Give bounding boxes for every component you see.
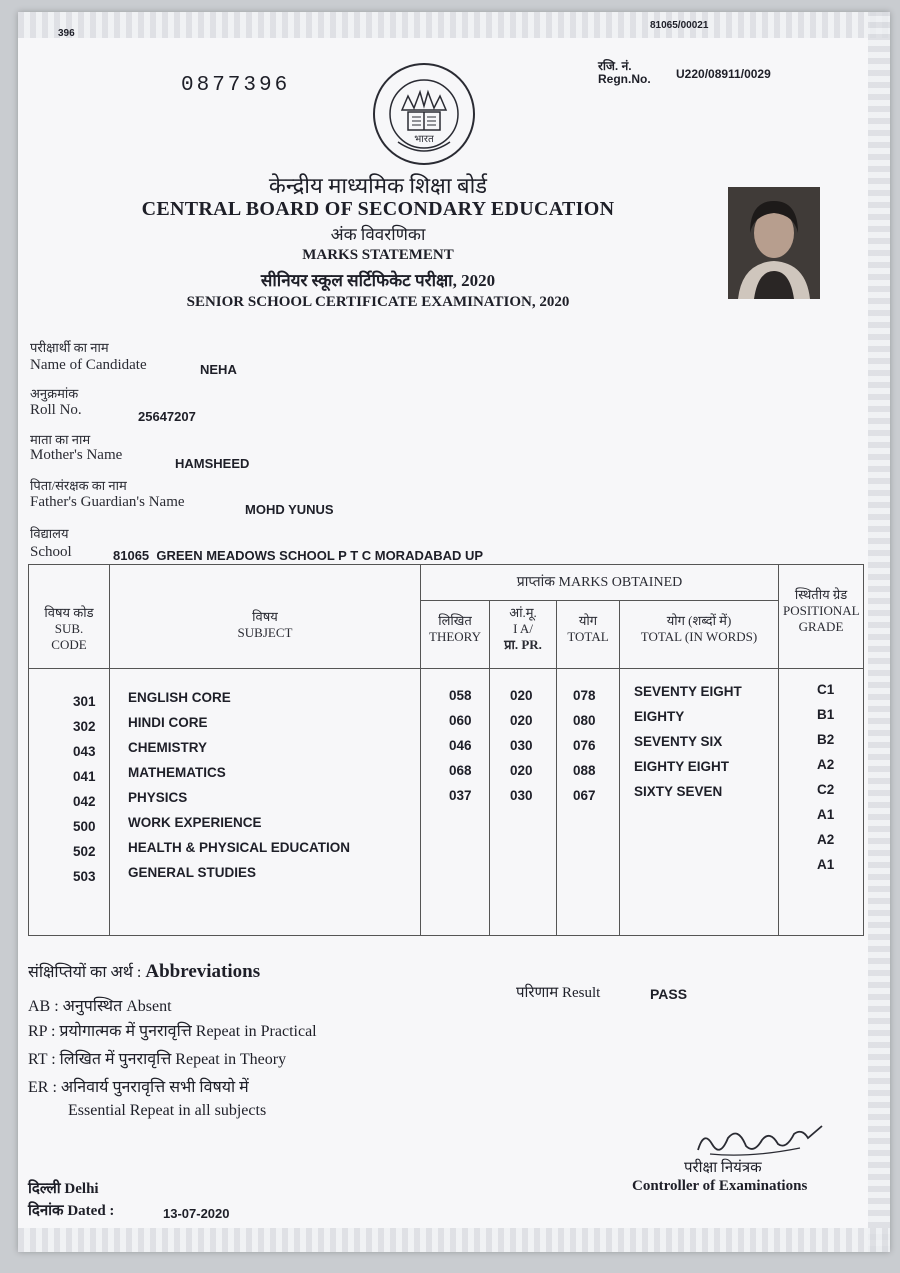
abbr-title-hindi: संक्षिप्तियों का अर्थ : (28, 964, 142, 981)
header-total-words (620, 601, 779, 669)
board-title-hindi: केन्द्रीय माध्यमिक शिक्षा बोर्ड (268, 173, 488, 198)
positional-grade: B2 (817, 732, 835, 747)
codes-column (29, 669, 110, 936)
words-column (620, 669, 779, 936)
abbr-rt: RT : लिखित में पुनरावृत्ति Repeat in Theory (28, 1051, 287, 1068)
controller-title-hindi: परीक्षा नियंत्रक (684, 1160, 762, 1176)
roll-number: 25647207 (138, 409, 196, 424)
candidate-name: NEHA (200, 362, 237, 377)
header-subject-english: SUBJECT (237, 625, 293, 640)
subject-name: WORK EXPERIENCE (128, 815, 262, 830)
result-value: PASS (650, 986, 688, 1002)
subject-name: CHEMISTRY (128, 740, 208, 755)
header-marks-hindi: प्राप्तांक (516, 575, 556, 590)
header-code-hindi: विषय कोड (44, 605, 94, 620)
cbse-emblem-icon (370, 60, 478, 168)
positional-grade: A2 (817, 832, 835, 847)
theory-column (421, 669, 490, 936)
candidate-photo (728, 187, 820, 299)
marks-statement-sheet (18, 12, 890, 1252)
theory-marks: 046 (449, 738, 472, 753)
security-border-right (868, 12, 890, 1252)
roll-label-hindi: अनुक्रमांक (30, 386, 79, 401)
header-words-hindi: योग (शब्दों में) (666, 613, 732, 628)
emblem-text: भारत (414, 134, 434, 145)
header-ia-english: I A/ (513, 621, 533, 636)
subject-name: HINDI CORE (128, 715, 208, 730)
header-subject-hindi: विषय (252, 609, 278, 624)
header-grade-hindi: स्थितीय ग्रेड (794, 587, 848, 602)
total-in-words: EIGHTY (634, 709, 685, 724)
header-code (29, 565, 110, 669)
father-label: Father's Guardian's Name (30, 494, 185, 510)
name-label: Name of Candidate (30, 357, 147, 373)
subject-name: GENERAL STUDIES (128, 865, 257, 880)
header-total-hindi: योग (578, 613, 598, 628)
school-label: School (30, 544, 72, 560)
subject-name: ENGLISH CORE (128, 690, 231, 705)
total-in-words: SEVENTY SIX (634, 734, 723, 749)
subject-code: 301 (73, 694, 96, 709)
regn-number: U220/08911/0029 (676, 67, 771, 81)
positional-grade: C1 (817, 682, 835, 697)
total-in-words: EIGHTY EIGHT (634, 759, 730, 774)
abbr-er: ER : अनिवार्य पुनरावृत्ति सभी विषयो में (28, 1079, 249, 1096)
header-total (557, 601, 620, 669)
header-words-english: TOTAL (IN WORDS) (640, 629, 758, 644)
positional-grade: A1 (817, 857, 835, 872)
positional-grade: A2 (817, 757, 835, 772)
school-label-hindi: विद्यालय (30, 526, 69, 541)
header-ia-pr (490, 601, 557, 669)
positional-grade: C2 (817, 782, 835, 797)
subject-name: PHYSICS (128, 790, 188, 805)
exam-title-hindi: सीनियर स्कूल सर्टिफिकेट परीक्षा, 2020 (260, 271, 496, 290)
header-marks-english: MARKS OBTAINED (558, 575, 683, 590)
serial-number: 0877396 (181, 74, 291, 97)
abbr-rp: RP : प्रयोगात्मक में पुनरावृत्ति Repeat in Practical (28, 1023, 317, 1040)
abbr-title-english: Abbreviations (145, 961, 261, 982)
total-column (557, 669, 620, 936)
school-name: 81065 GREEN MEADOWS SCHOOL P T C MORADABAD UP (113, 548, 484, 563)
place: दिल्ली Delhi (28, 1181, 99, 1197)
regn-label-hi: रजि. नं. (598, 59, 632, 73)
dated-label: दिनांक Dated : (28, 1203, 115, 1219)
subject-code: 503 (73, 869, 96, 884)
abbr-ab: AB : अनुपस्थित Absent (28, 998, 172, 1015)
subject-code: 041 (73, 769, 96, 784)
theory-marks: 037 (449, 788, 472, 803)
total-marks: 076 (573, 738, 596, 753)
result-label: परिणाम Result (516, 985, 601, 1001)
total-in-words: SIXTY SEVEN (634, 784, 723, 799)
subject-name: MATHEMATICS (128, 765, 226, 780)
ia-marks: 030 (510, 738, 533, 753)
header-code-english: SUB. CODE (51, 621, 87, 652)
positional-grade: B1 (817, 707, 835, 722)
mother-label: Mother's Name (30, 447, 123, 463)
security-border-top (18, 12, 890, 38)
mother-label-hindi: माता का नाम (30, 432, 91, 447)
ia-marks: 020 (510, 688, 533, 703)
header-subject (110, 565, 421, 669)
security-border-bottom (18, 1228, 890, 1252)
corner-number-left: 396 (58, 28, 75, 39)
controller-title: Controller of Examinations (632, 1178, 808, 1194)
abbreviations-title (28, 960, 260, 983)
document-title-english: MARKS STATEMENT (302, 247, 454, 263)
header-grade-english: POSITIONAL GRADE (783, 603, 860, 634)
board-title-english: CENTRAL BOARD OF SECONDARY EDUCATION (141, 198, 615, 220)
grade-column (779, 669, 864, 936)
theory-marks: 058 (449, 688, 472, 703)
mother-name: HAMSHEED (175, 456, 250, 471)
header-total-english: TOTAL (567, 629, 609, 644)
total-in-words: SEVENTY EIGHT (634, 684, 742, 699)
father-label-hindi: पिता/संरक्षक का नाम (30, 478, 127, 493)
subject-code: 042 (73, 794, 96, 809)
header-theory-hindi: लिखित (438, 613, 472, 628)
name-label-hindi: परीक्षार्थी का नाम (30, 340, 109, 355)
theory-marks: 060 (449, 713, 472, 728)
subject-code: 043 (73, 744, 96, 759)
subject-code: 502 (73, 844, 96, 859)
ia-marks: 020 (510, 713, 533, 728)
corner-number-right: 81065/00021 (650, 20, 709, 31)
issue-date: 13-07-2020 (163, 1206, 230, 1221)
positional-grade: A1 (817, 807, 835, 822)
header-grade (779, 565, 864, 669)
regn-label-en: Regn.No. (598, 72, 651, 86)
ia-column (490, 669, 557, 936)
header-pr: प्रा. PR. (504, 637, 542, 652)
subjects-column (110, 669, 421, 936)
theory-marks: 068 (449, 763, 472, 778)
header-marks (421, 565, 779, 601)
subject-name: HEALTH & PHYSICAL EDUCATION (128, 840, 351, 855)
abbr-er-english: Essential Repeat in all subjects (68, 1102, 267, 1119)
header-ia-hindi: आं.मू. (509, 605, 537, 620)
ia-marks: 030 (510, 788, 533, 803)
marks-table (28, 564, 864, 936)
total-marks: 078 (573, 688, 596, 703)
subject-code: 500 (73, 819, 96, 834)
roll-label: Roll No. (30, 402, 82, 418)
total-marks: 088 (573, 763, 596, 778)
header-theory-english: THEORY (429, 629, 481, 644)
ia-marks: 020 (510, 763, 533, 778)
total-marks: 067 (573, 788, 596, 803)
father-name: MOHD YUNUS (245, 502, 334, 517)
subject-code: 302 (73, 719, 96, 734)
exam-title-english: SENIOR SCHOOL CERTIFICATE EXAMINATION, 2020 (186, 294, 570, 310)
header-theory (421, 601, 490, 669)
total-marks: 080 (573, 713, 596, 728)
document-title-hindi: अंक विवरणिका (330, 225, 426, 244)
